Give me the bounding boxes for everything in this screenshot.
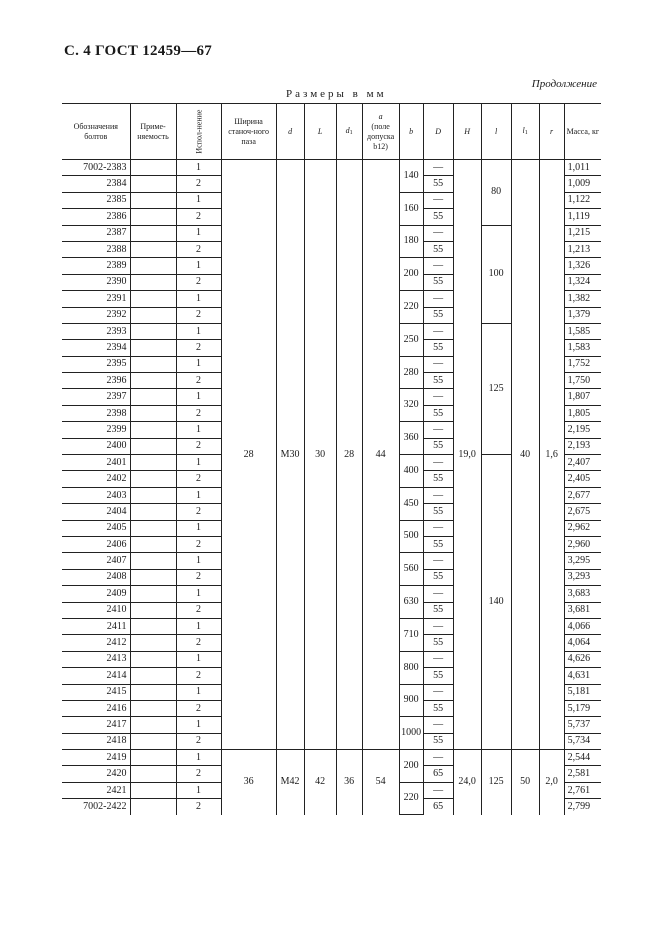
designation-cell: 2393 (62, 323, 130, 339)
usage-cell (130, 471, 176, 487)
version-cell: 1 (176, 225, 221, 241)
version-cell: 1 (176, 553, 221, 569)
designation-cell: 2405 (62, 520, 130, 536)
version-cell: 1 (176, 356, 221, 372)
D-cell: 65 (423, 799, 453, 815)
D-cell: — (423, 782, 453, 798)
D-cell: — (423, 520, 453, 536)
usage-cell (130, 356, 176, 372)
designation-cell: 2409 (62, 586, 130, 602)
designation-cell: 2400 (62, 438, 130, 454)
usage-cell (130, 668, 176, 684)
mass-cell: 1,326 (564, 258, 601, 274)
designation-cell: 2418 (62, 733, 130, 749)
mass-cell: 1,585 (564, 323, 601, 339)
designation-cell: 2397 (62, 389, 130, 405)
col-l1-label: l (522, 125, 525, 135)
mass-cell: 2,195 (564, 422, 601, 438)
D-cell: — (423, 717, 453, 733)
version-cell: 2 (176, 602, 221, 618)
usage-cell (130, 160, 176, 176)
version-cell: 1 (176, 323, 221, 339)
designation-cell: 2420 (62, 766, 130, 782)
table-row (62, 160, 601, 176)
mass-cell: 1,750 (564, 373, 601, 389)
D-cell: — (423, 651, 453, 667)
mass-cell: 2,799 (564, 799, 601, 815)
usage-cell (130, 700, 176, 716)
version-cell: 1 (176, 586, 221, 602)
mass-cell: 1,011 (564, 160, 601, 176)
usage-cell (130, 586, 176, 602)
mass-cell: 3,293 (564, 569, 601, 585)
header-row (62, 104, 601, 160)
version-cell: 1 (176, 455, 221, 471)
L-cell: 280 (399, 356, 423, 389)
col-b (399, 104, 423, 160)
D-cell: — (423, 750, 453, 766)
mass-cell: 4,631 (564, 668, 601, 684)
L-cell: 360 (399, 422, 423, 455)
D-cell: 55 (423, 373, 453, 389)
mass-cell: 1,382 (564, 291, 601, 307)
mass-cell: 1,213 (564, 241, 601, 257)
H-cell: 24,0 (453, 750, 481, 815)
designation-cell: 2411 (62, 618, 130, 634)
version-cell: 2 (176, 307, 221, 323)
l-cell: 100 (481, 225, 511, 323)
version-cell: 1 (176, 717, 221, 733)
version-cell: 2 (176, 733, 221, 749)
usage-cell (130, 405, 176, 421)
designation-cell: 2412 (62, 635, 130, 651)
usage-cell (130, 799, 176, 815)
D-cell: — (423, 323, 453, 339)
version-cell: 2 (176, 471, 221, 487)
usage-cell (130, 750, 176, 766)
version-cell: 1 (176, 160, 221, 176)
D-cell: 55 (423, 668, 453, 684)
usage-cell (130, 536, 176, 552)
designation-cell: 2421 (62, 782, 130, 798)
mass-cell: 2,405 (564, 471, 601, 487)
version-cell: 2 (176, 668, 221, 684)
mass-cell: 2,544 (564, 750, 601, 766)
designation-cell: 2407 (62, 553, 130, 569)
designation-cell: 2406 (62, 536, 130, 552)
D-cell: 55 (423, 340, 453, 356)
L-cell: 630 (399, 586, 423, 619)
version-cell: 2 (176, 373, 221, 389)
D-cell: 55 (423, 471, 453, 487)
table-row (62, 750, 601, 766)
H-cell: 19,0 (453, 160, 481, 750)
col-version-label: Испол-нение (193, 109, 203, 154)
usage-cell (130, 291, 176, 307)
mass-cell: 5,179 (564, 700, 601, 716)
version-cell: 2 (176, 799, 221, 815)
version-cell: 1 (176, 422, 221, 438)
continuation-label: Продолжение (531, 78, 597, 90)
D-cell: — (423, 487, 453, 503)
mass-cell: 1,583 (564, 340, 601, 356)
col-L (304, 104, 336, 160)
usage-cell (130, 520, 176, 536)
designation-cell: 7002-2383 (62, 160, 130, 176)
dimension-caption: Размеры в мм (286, 88, 387, 100)
L-cell: 220 (399, 291, 423, 324)
L-cell: 180 (399, 225, 423, 258)
mass-cell: 2,962 (564, 520, 601, 536)
L-cell: 200 (399, 258, 423, 291)
col-D (423, 104, 453, 160)
page-header: С. 4 ГОСТ 12459—67 (64, 43, 213, 59)
usage-cell (130, 782, 176, 798)
mass-cell: 2,761 (564, 782, 601, 798)
D-cell: 55 (423, 274, 453, 290)
L-cell: 560 (399, 553, 423, 586)
D-cell: — (423, 618, 453, 634)
col-a-note3: b12) (373, 141, 388, 151)
L-cell: 1000 (399, 717, 423, 750)
version-cell: 1 (176, 192, 221, 208)
D-cell: 55 (423, 700, 453, 716)
version-cell: 1 (176, 684, 221, 700)
version-cell: 1 (176, 618, 221, 634)
a-cell: 28 (336, 160, 362, 750)
usage-cell (130, 422, 176, 438)
designation-cell: 7002-2422 (83, 800, 127, 812)
col-a-note2: допуска (367, 131, 395, 141)
version-cell: 2 (176, 569, 221, 585)
usage-cell (130, 389, 176, 405)
D-cell: 55 (423, 176, 453, 192)
D-cell: — (423, 389, 453, 405)
D-cell: — (423, 356, 453, 372)
D-cell: — (423, 291, 453, 307)
D-cell: 55 (423, 307, 453, 323)
designation-cell: 2402 (62, 471, 130, 487)
designation-cell: 2417 (62, 717, 130, 733)
col-l1-sub: 1 (524, 129, 528, 136)
usage-cell (130, 635, 176, 651)
designation-cell: 2399 (62, 422, 130, 438)
designation-cell: 2385 (62, 192, 130, 208)
usage-cell (130, 176, 176, 192)
version-cell: 2 (176, 766, 221, 782)
D-cell: 55 (423, 405, 453, 421)
col-a (362, 104, 399, 160)
col-b-label: b (409, 126, 414, 136)
usage-cell (130, 192, 176, 208)
col-a-label: a (378, 111, 383, 121)
designation-cell: 2414 (62, 668, 130, 684)
mass-cell: 1,752 (564, 356, 601, 372)
version-cell: 2 (176, 504, 221, 520)
mass-cell: 1,122 (564, 192, 601, 208)
version-cell: 2 (176, 405, 221, 421)
designation-cell: 2410 (62, 602, 130, 618)
l1-cell: 50 (511, 750, 539, 815)
col-d1 (336, 104, 362, 160)
d-cell: M42 (276, 750, 304, 815)
designation-cell: 2398 (62, 405, 130, 421)
mass-cell: 3,681 (564, 602, 601, 618)
D-cell: — (423, 258, 453, 274)
mass-cell: 2,581 (564, 766, 601, 782)
mass-cell: 1,379 (564, 307, 601, 323)
designation-cell: 2392 (62, 307, 130, 323)
L-cell: 710 (399, 618, 423, 651)
mass-cell: 3,295 (564, 553, 601, 569)
designation-cell: 2387 (62, 225, 130, 241)
mass-cell: 1,324 (564, 274, 601, 290)
D-cell: — (423, 553, 453, 569)
D-cell: 55 (423, 209, 453, 225)
mass-cell: 1,119 (564, 209, 601, 225)
designation-cell: 2389 (62, 258, 130, 274)
designation-cell: 2403 (62, 487, 130, 503)
version-cell: 2 (176, 209, 221, 225)
version-cell: 1 (176, 651, 221, 667)
l-cell: 125 (481, 323, 511, 454)
L-cell: 160 (399, 192, 423, 225)
D-cell: 55 (423, 733, 453, 749)
col-usage: Приме-няемость (130, 104, 176, 160)
D-cell: 55 (423, 504, 453, 520)
designation-cell: 2404 (62, 504, 130, 520)
mass-cell: 2,960 (564, 536, 601, 552)
D-cell: — (423, 455, 453, 471)
D-cell: 55 (423, 241, 453, 257)
mass-cell: 1,807 (564, 389, 601, 405)
col-d (276, 104, 304, 160)
mass-cell: 2,407 (564, 455, 601, 471)
col-mass: Масса, кг (564, 104, 601, 160)
col-d1-sub: 1 (349, 129, 353, 136)
table-body (62, 160, 601, 815)
usage-cell (130, 307, 176, 323)
D-cell: 65 (423, 766, 453, 782)
L-cell: 800 (399, 651, 423, 684)
L-cell: 250 (399, 323, 423, 356)
version-cell: 2 (176, 635, 221, 651)
L-cell: 140 (399, 160, 423, 193)
L-cell: 900 (399, 684, 423, 717)
mass-cell: 2,675 (564, 504, 601, 520)
usage-cell (130, 487, 176, 503)
usage-cell (130, 504, 176, 520)
b-cell: 54 (362, 750, 399, 815)
l-cell: 140 (481, 455, 511, 750)
col-L-label: L (317, 126, 323, 136)
version-cell: 2 (176, 438, 221, 454)
usage-cell (130, 569, 176, 585)
bolt-spec-table (62, 103, 601, 815)
col-d1-label: d (345, 125, 350, 135)
D-cell: — (423, 192, 453, 208)
designation-cell: 2384 (62, 176, 130, 192)
r-cell: 1,6 (539, 160, 564, 750)
version-cell: 1 (176, 487, 221, 503)
col-D-label: D (435, 126, 441, 136)
usage-cell (130, 340, 176, 356)
col-l-label: l (494, 126, 498, 136)
version-cell: 1 (176, 750, 221, 766)
l-cell: 80 (481, 160, 511, 226)
version-cell: 1 (176, 520, 221, 536)
mass-cell: 4,064 (564, 635, 601, 651)
usage-cell (130, 717, 176, 733)
usage-cell (130, 651, 176, 667)
usage-cell (130, 684, 176, 700)
r-cell: 2,0 (539, 750, 564, 815)
col-r-label: r (550, 126, 554, 136)
mass-cell: 2,193 (564, 438, 601, 454)
mass-cell: 1,805 (564, 405, 601, 421)
l1-cell: 40 (511, 160, 539, 750)
usage-cell (130, 553, 176, 569)
mass-cell: 4,066 (564, 618, 601, 634)
usage-cell (130, 241, 176, 257)
usage-cell (130, 258, 176, 274)
d1-cell: 30 (304, 160, 336, 750)
usage-cell (130, 438, 176, 454)
L-cell: 450 (399, 487, 423, 520)
designation-cell: 2401 (62, 455, 130, 471)
usage-cell (130, 766, 176, 782)
designation-cell: 2408 (62, 569, 130, 585)
col-a-note1: (поле (371, 121, 390, 131)
usage-cell (130, 618, 176, 634)
usage-cell (130, 274, 176, 290)
usage-cell (130, 602, 176, 618)
mass-cell: 1,215 (564, 225, 601, 241)
L-cell: 500 (399, 520, 423, 553)
L-cell: 400 (399, 455, 423, 488)
usage-cell (130, 323, 176, 339)
designation-cell: 2415 (62, 684, 130, 700)
col-slot-width: Ширина станоч-ного паза (221, 104, 276, 160)
designation-cell: 2390 (62, 274, 130, 290)
l-cell: 125 (481, 750, 511, 815)
col-version (176, 104, 221, 160)
version-cell: 1 (176, 389, 221, 405)
col-d-label: d (288, 126, 293, 136)
col-designation: Обозначения болтов (62, 104, 130, 160)
mass-cell: 5,181 (564, 684, 601, 700)
mass-cell: 1,009 (564, 176, 601, 192)
mass-cell: 5,737 (564, 717, 601, 733)
D-cell: — (423, 225, 453, 241)
version-cell: 2 (176, 536, 221, 552)
L-cell: 220 (399, 782, 423, 814)
D-cell: — (423, 422, 453, 438)
designation-cell: 2396 (62, 373, 130, 389)
designation-cell: 2391 (62, 291, 130, 307)
usage-cell (130, 209, 176, 225)
D-cell: 55 (423, 635, 453, 651)
D-cell: — (423, 160, 453, 176)
col-H (453, 104, 481, 160)
D-cell: 55 (423, 536, 453, 552)
slot-width-cell: 28 (221, 160, 276, 750)
col-l1 (511, 104, 539, 160)
usage-cell (130, 733, 176, 749)
slot-width-cell: 36 (221, 750, 276, 815)
b-cell: 44 (362, 160, 399, 750)
col-r (539, 104, 564, 160)
L-cell: 320 (399, 389, 423, 422)
D-cell: 55 (423, 438, 453, 454)
usage-cell (130, 225, 176, 241)
d1-cell: 42 (304, 750, 336, 815)
D-cell: 55 (423, 569, 453, 585)
version-cell: 1 (176, 291, 221, 307)
col-H-label: H (464, 126, 470, 136)
mass-cell: 4,626 (564, 651, 601, 667)
col-l (481, 104, 511, 160)
D-cell: 55 (423, 602, 453, 618)
version-cell: 2 (176, 700, 221, 716)
usage-cell (130, 455, 176, 471)
version-cell: 2 (176, 274, 221, 290)
mass-cell: 2,677 (564, 487, 601, 503)
designation-cell: 2395 (62, 356, 130, 372)
version-cell: 1 (176, 782, 221, 798)
a-cell: 36 (336, 750, 362, 815)
version-cell: 2 (176, 241, 221, 257)
L-cell: 200 (399, 750, 423, 783)
D-cell: — (423, 684, 453, 700)
designation-cell: 2388 (62, 241, 130, 257)
D-cell: — (423, 586, 453, 602)
version-cell: 2 (176, 176, 221, 192)
version-cell: 2 (176, 340, 221, 356)
usage-cell (130, 373, 176, 389)
designation-cell: 2416 (62, 700, 130, 716)
designation-cell: 2413 (62, 651, 130, 667)
d-cell: M30 (276, 160, 304, 750)
designation-cell: 2386 (62, 209, 130, 225)
designation-cell: 2419 (62, 750, 130, 766)
designation-cell: 2394 (62, 340, 130, 356)
mass-cell: 5,734 (564, 733, 601, 749)
version-cell: 1 (176, 258, 221, 274)
mass-cell: 3,683 (564, 586, 601, 602)
